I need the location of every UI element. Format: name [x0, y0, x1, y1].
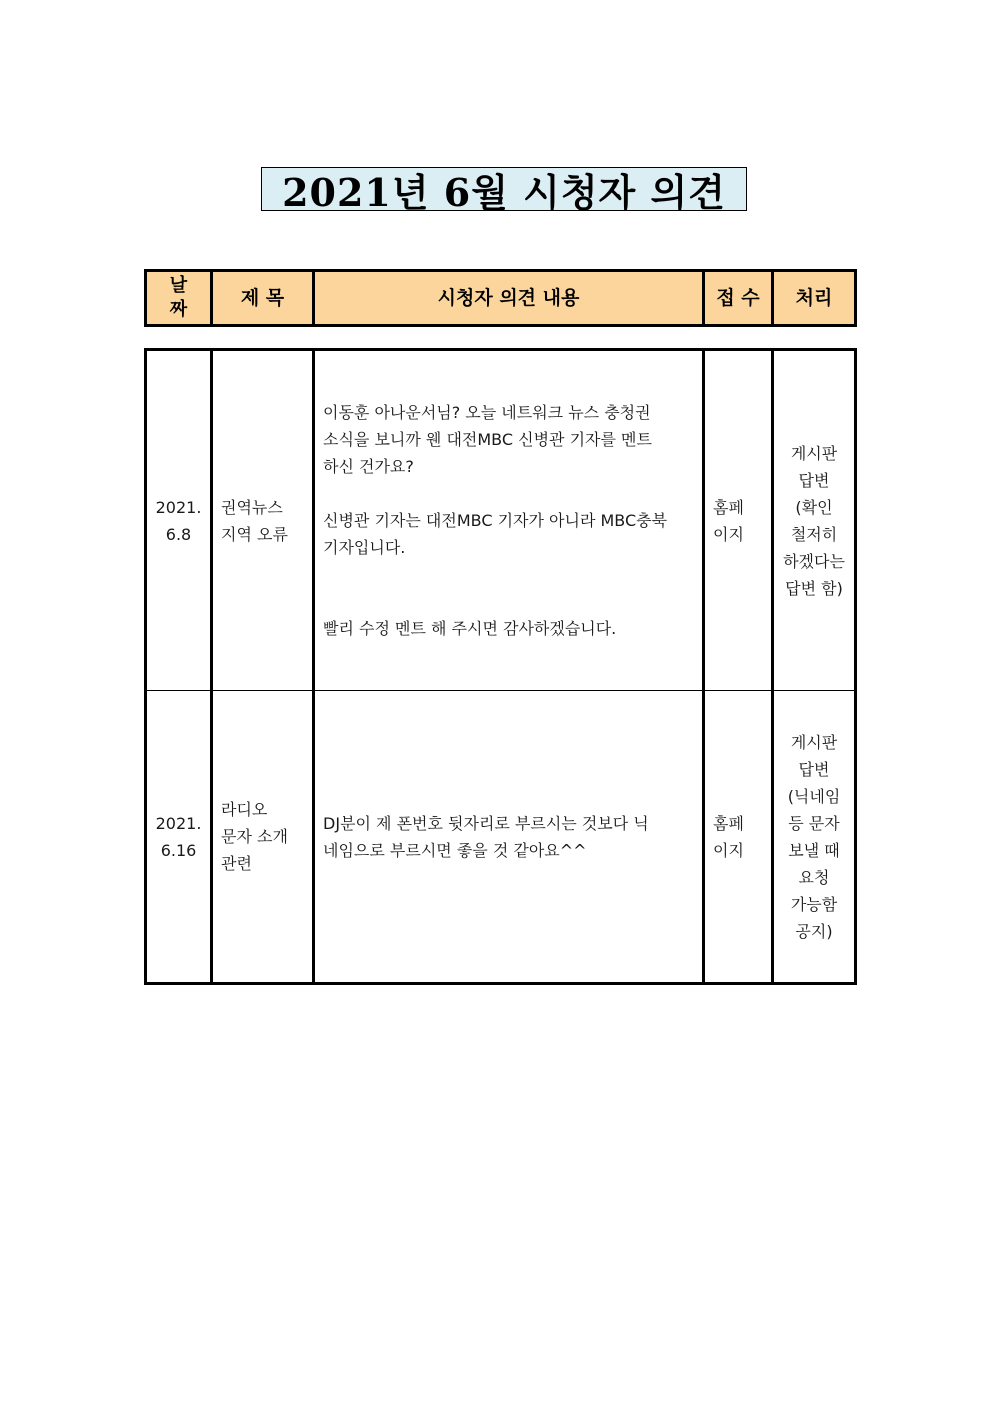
content-cell: [314, 350, 704, 691]
subject-line: 지역 오류: [221, 524, 288, 544]
opinion-table: [144, 348, 857, 985]
subject-cell: [212, 691, 314, 984]
content-line: 소식을 보니까 웬 대전MBC 신병관 기자를 멘트: [323, 430, 652, 449]
handling-line: 답변: [798, 759, 830, 779]
header-date-line1: 날: [169, 275, 188, 296]
header-row: [146, 271, 856, 326]
table-header: [144, 269, 857, 327]
handling-line: 게시판: [790, 443, 838, 463]
handling-line: (닉네임: [787, 786, 841, 806]
date-cell: [146, 691, 212, 984]
handling-line: (확인: [795, 497, 833, 517]
content-line: 이동훈 아나운서님? 오늘 네트워크 뉴스 충청권: [323, 403, 651, 422]
header-date: [146, 271, 212, 326]
received-line: 이지: [713, 840, 744, 860]
subject-line: 관련: [221, 854, 252, 873]
subject-cell: [212, 350, 314, 691]
page-title: 2021년 6월 시청자 의견: [282, 169, 726, 215]
content-line: DJ분이 제 폰번호 뒷자리로 부르시는 것보다 닉: [323, 813, 649, 833]
handling-cell: [773, 691, 856, 984]
date-cell: [146, 350, 212, 691]
date-line: 2021.: [155, 497, 202, 517]
handling-cell: [773, 350, 856, 691]
content-line: 네임으로 부르시면 좋을 것 같아요^^: [323, 840, 587, 860]
date-line: 6.16: [160, 840, 197, 860]
handling-line: 철저히: [790, 524, 838, 544]
content-line: 빨리 수정 멘트 해 주시면 감사하겠습니다.: [323, 619, 617, 638]
content-line: 기자입니다.: [323, 538, 406, 557]
subject-line: 권역뉴스: [221, 497, 283, 517]
received-cell: [704, 350, 773, 691]
content-line: 하신 건가요?: [323, 457, 414, 476]
spacer: [323, 561, 694, 615]
handling-line: 요청: [798, 867, 830, 887]
header-subject: 제 목: [212, 271, 314, 326]
table-row: [146, 350, 856, 691]
handling-line: 답변 함): [785, 578, 843, 598]
handling-line: 가능함: [790, 894, 838, 914]
table-row: [146, 691, 856, 984]
received-line: 홈페: [713, 813, 744, 833]
handling-line: 공지): [795, 921, 833, 941]
received-line: 이지: [713, 524, 744, 544]
received-line: 홈페: [713, 497, 744, 517]
subject-line: 문자 소개: [221, 827, 288, 846]
content-cell: [314, 691, 704, 984]
handling-line: 게시판: [790, 732, 838, 752]
handling-line: 보낼 때: [788, 840, 840, 860]
date-line: 2021.: [155, 813, 202, 833]
header-handling: 처리: [773, 271, 856, 326]
header-content: 시청자 의견 내용: [314, 271, 704, 326]
title-box: [261, 167, 747, 215]
handling-line: 답변: [798, 470, 830, 490]
content-line: 신병관 기자는 대전MBC 기자가 아니라 MBC충북: [323, 511, 668, 530]
spacer: [323, 480, 694, 507]
date-line: 6.8: [165, 524, 192, 544]
handling-line: 등 문자: [788, 813, 840, 833]
header-received: 접 수: [704, 271, 773, 326]
header-date-line2: 짜: [169, 299, 188, 320]
received-cell: [704, 691, 773, 984]
handling-line: 하겠다는: [783, 551, 845, 571]
subject-line: 라디오: [221, 800, 268, 819]
